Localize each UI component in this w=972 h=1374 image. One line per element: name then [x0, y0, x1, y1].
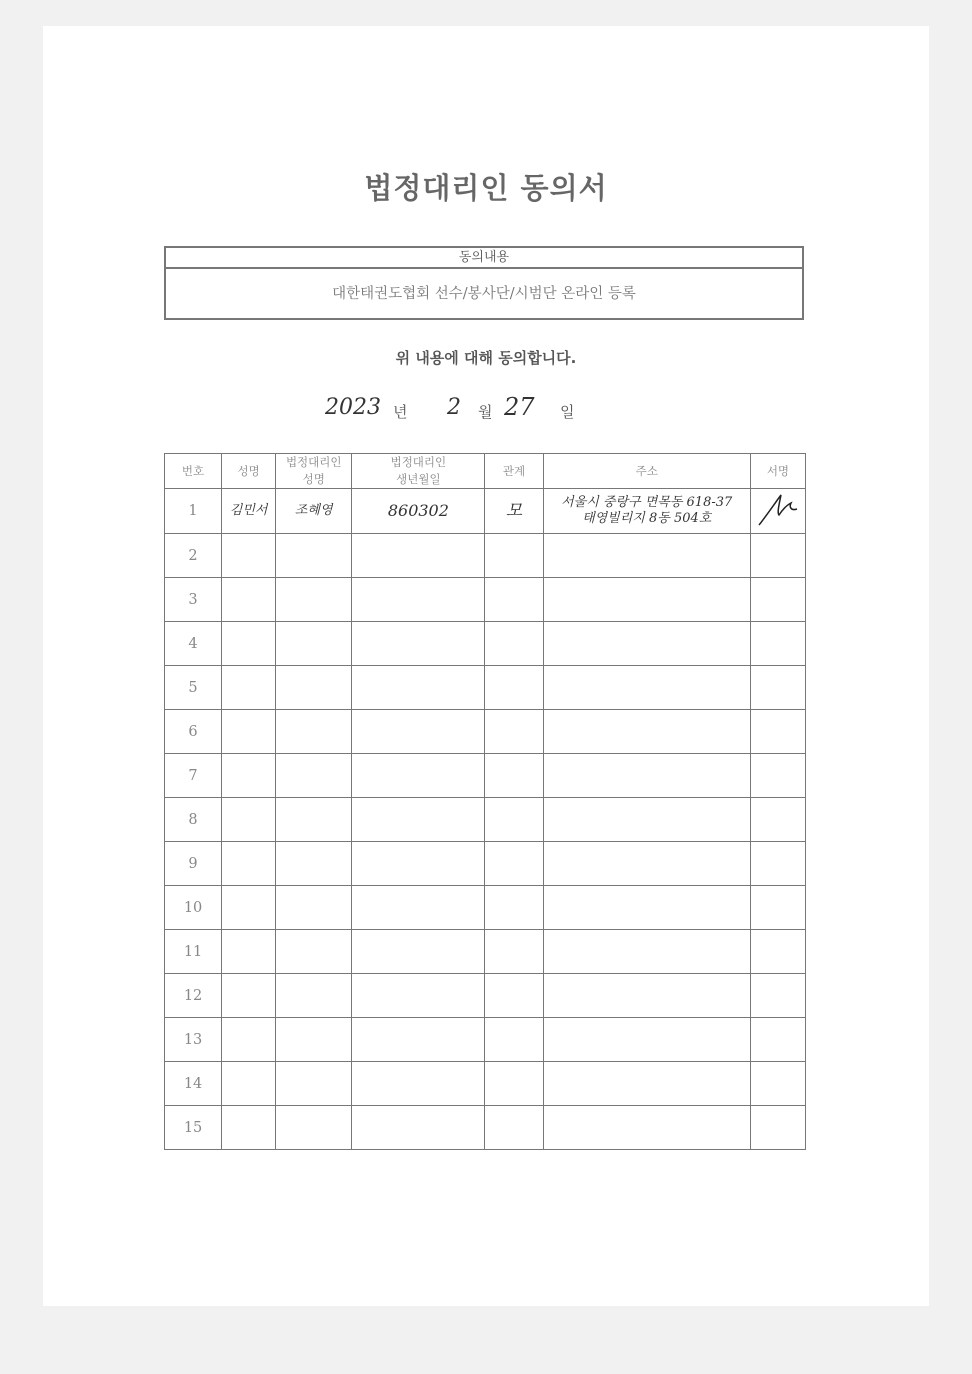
row-signature-cell	[750, 578, 805, 622]
table-header-row	[165, 454, 806, 489]
row-name	[222, 578, 276, 622]
row-guardian-name	[276, 1106, 352, 1150]
row-name	[222, 710, 276, 754]
row-name	[222, 666, 276, 710]
row-name	[222, 930, 276, 974]
row-guardian-birth	[352, 974, 485, 1018]
row-address	[543, 754, 750, 798]
table-row	[165, 1062, 806, 1106]
row-address	[543, 886, 750, 930]
row-guardian-name	[276, 754, 352, 798]
row-relation	[485, 842, 543, 886]
row-address	[543, 798, 750, 842]
header-address: 주소	[543, 454, 750, 489]
row-relation	[485, 754, 543, 798]
table-row	[165, 798, 806, 842]
header-relation: 관계	[485, 454, 543, 489]
row-guardian-birth	[352, 930, 485, 974]
table-row	[165, 842, 806, 886]
consent-content-box	[164, 246, 804, 320]
row-guardian-name	[276, 622, 352, 666]
header-guardian-birth-line1: 법정대리인	[390, 455, 447, 469]
row-guardian-name	[276, 930, 352, 974]
row-address	[543, 578, 750, 622]
row-name	[222, 842, 276, 886]
table-row	[165, 710, 806, 754]
table-row	[165, 489, 806, 534]
row-signature-cell	[750, 842, 805, 886]
document-title: 법정대리인 동의서	[364, 171, 608, 205]
row-name	[222, 886, 276, 930]
row-address	[543, 1018, 750, 1062]
row-relation	[485, 1018, 543, 1062]
row-guardian-birth-handwritten: 860302	[352, 489, 485, 534]
row-relation	[485, 710, 543, 754]
row-name	[222, 798, 276, 842]
consent-content-header: 동의내용	[166, 248, 802, 269]
row-relation	[485, 886, 543, 930]
row-name	[222, 1018, 276, 1062]
row-signature-cell	[750, 930, 805, 974]
row-name	[222, 1062, 276, 1106]
row-guardian-birth	[352, 1106, 485, 1150]
row-guardian-name	[276, 710, 352, 754]
row-guardian-birth	[352, 842, 485, 886]
row-number: 10	[165, 886, 222, 930]
row-signature-cell	[750, 710, 805, 754]
row-guardian-birth	[352, 578, 485, 622]
row-guardian-birth	[352, 886, 485, 930]
row-signature-cell	[750, 1106, 805, 1150]
row-guardian-birth	[352, 754, 485, 798]
row-guardian-name	[276, 666, 352, 710]
row-name	[222, 974, 276, 1018]
row-signature-cell	[750, 534, 805, 578]
row-relation	[485, 974, 543, 1018]
row-guardian-name	[276, 1018, 352, 1062]
row-address	[543, 974, 750, 1018]
row-guardian-birth	[352, 666, 485, 710]
table-row	[165, 578, 806, 622]
row-relation-handwritten: 모	[485, 489, 543, 534]
row-number: 2	[165, 534, 222, 578]
header-name: 성명	[222, 454, 276, 489]
row-address-handwritten	[543, 489, 750, 534]
table-row	[165, 1018, 806, 1062]
date-year-handwritten: 2023	[325, 395, 381, 420]
row-guardian-name	[276, 578, 352, 622]
date-line	[43, 391, 929, 425]
row-signature-cell	[750, 666, 805, 710]
header-signature: 서명	[750, 454, 805, 489]
row-number: 7	[165, 754, 222, 798]
row-number: 6	[165, 710, 222, 754]
row-relation	[485, 534, 543, 578]
row-guardian-name	[276, 1062, 352, 1106]
row-relation	[485, 798, 543, 842]
row-address-line1: 서울시 중랑구 면목동 618-37	[561, 495, 733, 510]
date-month-handwritten: 2	[447, 395, 461, 420]
row-signature-cell	[750, 622, 805, 666]
row-number: 12	[165, 974, 222, 1018]
date-day-handwritten: 27	[504, 393, 535, 421]
table-row	[165, 886, 806, 930]
row-guardian-birth	[352, 622, 485, 666]
row-name-handwritten: 김민서	[222, 489, 276, 534]
date-year-label: 년	[393, 403, 408, 421]
row-signature-cell	[750, 489, 805, 534]
row-address	[543, 622, 750, 666]
row-address	[543, 1062, 750, 1106]
date-month-label: 월	[478, 403, 493, 421]
row-name	[222, 754, 276, 798]
row-signature-cell	[750, 1062, 805, 1106]
row-signature-cell	[750, 754, 805, 798]
agreement-statement: 위 내용에 대해 동의합니다.	[395, 349, 577, 367]
row-address	[543, 930, 750, 974]
row-name	[222, 534, 276, 578]
row-name	[222, 1106, 276, 1150]
row-address	[543, 534, 750, 578]
row-address	[543, 710, 750, 754]
consent-form-page	[43, 26, 929, 1306]
registration-table	[164, 453, 806, 1150]
row-guardian-name	[276, 842, 352, 886]
table-row	[165, 930, 806, 974]
row-address	[543, 666, 750, 710]
header-guardian-birth-line2: 생년월일	[396, 472, 441, 486]
row-number: 1	[165, 489, 222, 534]
row-number: 14	[165, 1062, 222, 1106]
row-signature-cell	[750, 1018, 805, 1062]
header-guardian-birth	[352, 454, 485, 489]
header-number: 번호	[165, 454, 222, 489]
row-guardian-name	[276, 534, 352, 578]
table-row	[165, 754, 806, 798]
row-guardian-name	[276, 798, 352, 842]
row-guardian-birth	[352, 710, 485, 754]
date-day-label: 일	[560, 403, 575, 421]
row-number: 13	[165, 1018, 222, 1062]
row-signature-cell	[750, 974, 805, 1018]
table-row	[165, 666, 806, 710]
header-guardian-name	[276, 454, 352, 489]
row-guardian-name	[276, 974, 352, 1018]
table-row	[165, 1106, 806, 1150]
row-number: 15	[165, 1106, 222, 1150]
row-number: 11	[165, 930, 222, 974]
table-row	[165, 974, 806, 1018]
row-relation	[485, 578, 543, 622]
row-guardian-birth	[352, 1018, 485, 1062]
row-number: 8	[165, 798, 222, 842]
row-signature-cell	[750, 886, 805, 930]
table-row	[165, 622, 806, 666]
row-number: 3	[165, 578, 222, 622]
row-number: 4	[165, 622, 222, 666]
row-relation	[485, 1106, 543, 1150]
row-relation	[485, 1062, 543, 1106]
row-relation	[485, 666, 543, 710]
row-guardian-birth	[352, 1062, 485, 1106]
row-guardian-name	[276, 886, 352, 930]
row-guardian-birth	[352, 798, 485, 842]
row-guardian-birth	[352, 534, 485, 578]
row-number: 9	[165, 842, 222, 886]
header-guardian-name-line2: 성명	[302, 472, 325, 486]
handwritten-signature	[753, 489, 803, 529]
row-relation	[485, 930, 543, 974]
row-relation	[485, 622, 543, 666]
row-number: 5	[165, 666, 222, 710]
row-signature-cell	[750, 798, 805, 842]
row-address-line2: 태영빌리지 8동 504호	[582, 511, 712, 526]
header-guardian-name-line1: 법정대리인	[285, 455, 342, 469]
consent-content-body: 대한태권도협회 선수/봉사단/시범단 온라인 등록	[332, 286, 636, 302]
row-address	[543, 842, 750, 886]
table-row	[165, 534, 806, 578]
row-name	[222, 622, 276, 666]
row-guardian-name-handwritten: 조혜영	[276, 489, 352, 534]
row-address	[543, 1106, 750, 1150]
